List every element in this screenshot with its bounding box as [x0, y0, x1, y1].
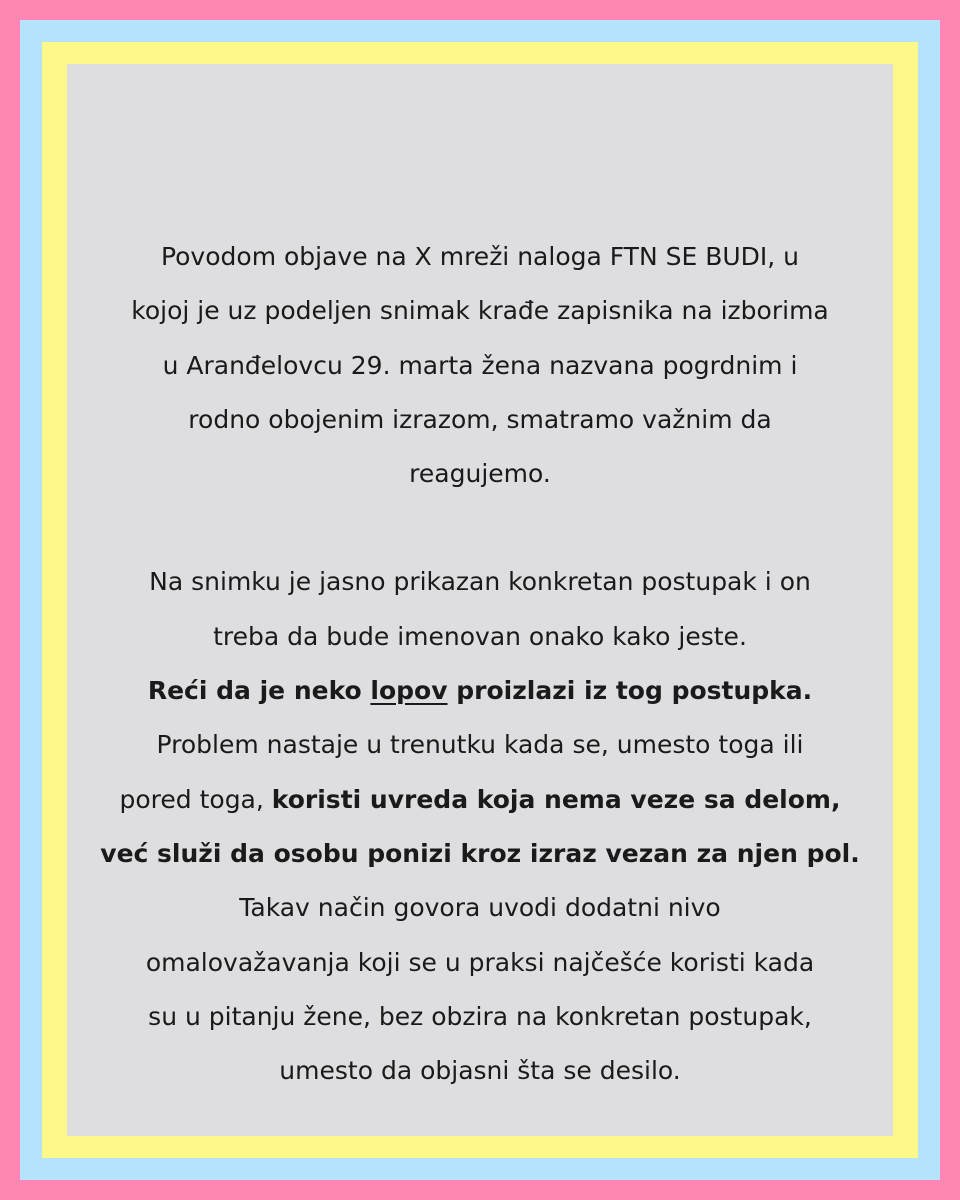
- normal-text: pored toga,: [119, 784, 272, 814]
- statement-panel: [67, 64, 893, 1136]
- explanation-line-1: Na snimku je jasno prikazan konkretan postupak i on: [149, 567, 811, 597]
- paragraph-intro: [110, 230, 850, 501]
- explanation-line-7: Takav način govora uvodi dodatni nivo: [239, 893, 721, 923]
- explanation-line-6: već služi da osobu ponizi kroz izraz vezan za njen pol.: [100, 838, 860, 868]
- intro-line-3: u Aranđelovcu 29. marta žena nazvana pogrdnim i: [162, 350, 798, 380]
- intro-line-4: rodno obojenim izrazom, smatramo važnim da: [188, 404, 772, 434]
- explanation-line-4: Problem nastaje u trenutku kada se, umesto toga ili: [156, 730, 804, 760]
- intro-line-5: reagujemo.: [409, 459, 551, 489]
- explanation-line-8: omalovažavanja koji se u praksi najčešće koristi kada: [145, 947, 815, 977]
- explanation-line-9: su u pitanju žene, bez obzira na konkretan postupak,: [148, 1001, 812, 1031]
- explanation-line-5: [100, 773, 860, 827]
- underlined-word: lopov: [370, 676, 448, 706]
- explanation-line-10: umesto da objasni šta se desilo.: [279, 1056, 681, 1086]
- intro-line-1: Povodom objave na X mreži naloga FTN SE BUDI, u: [160, 242, 800, 271]
- paragraph-explanation: [100, 555, 860, 1098]
- bold-text: proizlazi iz tog postupka.: [447, 676, 813, 706]
- explanation-line-3: [100, 664, 860, 718]
- bold-text: koristi uvreda koja nema veze sa delom,: [271, 784, 841, 814]
- intro-line-2: kojoj je uz podeljen snimak krađe zapisnika na izborima: [131, 296, 829, 326]
- explanation-line-2: treba da bude imenovan onako kako jeste.: [213, 621, 747, 651]
- bold-text: Reći da je neko: [147, 676, 371, 706]
- statement-text: [67, 230, 893, 1098]
